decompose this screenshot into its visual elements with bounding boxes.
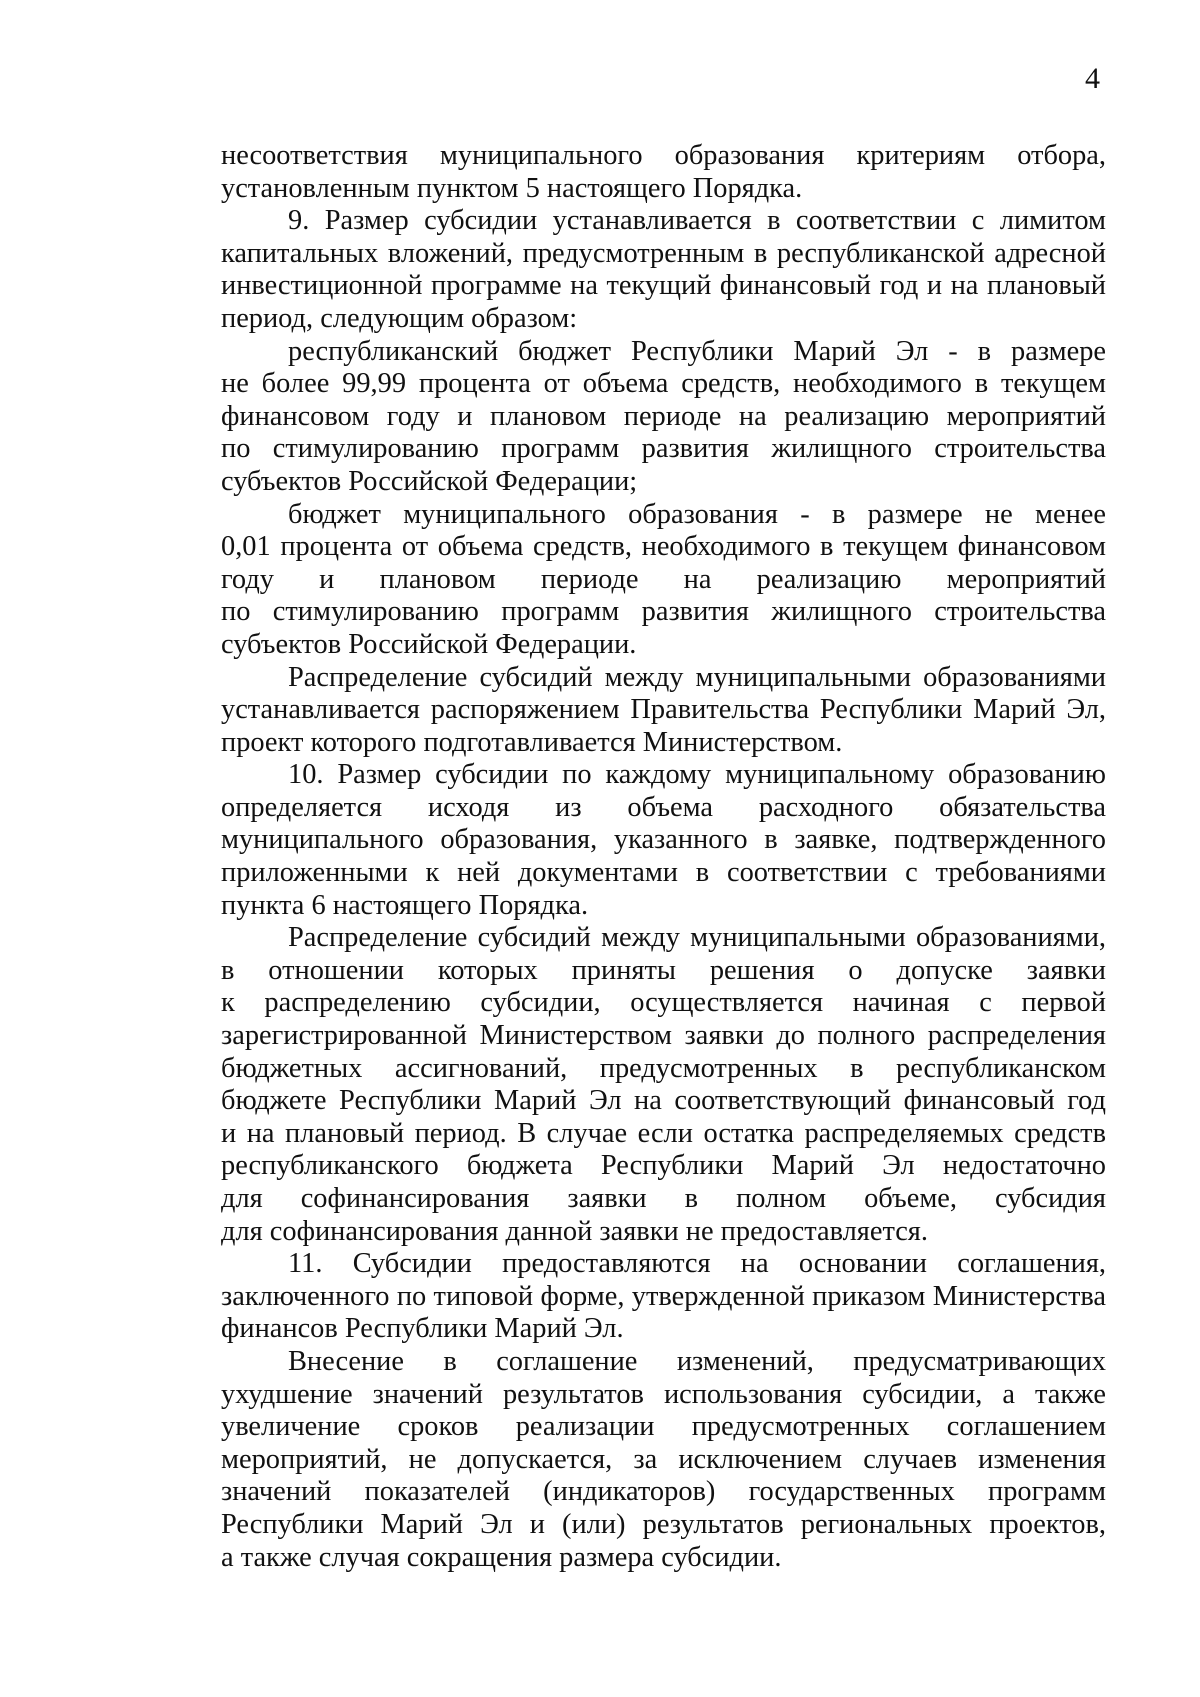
text-line: 10. Размер субсидии по каждому муниципальному образованию	[288, 759, 1106, 791]
text-line: и на плановый период. В случае если остатка распределяемых средств	[221, 1117, 1106, 1149]
text-line: 11. Субсидии предоставляются на основании соглашения,	[288, 1248, 1106, 1280]
paragraph-item-11	[221, 1248, 1106, 1346]
text-line: для софинансирования заявки в полном объеме, субсидия	[221, 1183, 1106, 1214]
text-line: приложенными к ней документами в соответствии с требованиями	[221, 857, 1106, 889]
text-line: мероприятий, не допускается, за исключением случаев изменения	[221, 1443, 1106, 1475]
text-line: значений показателей (индикаторов) государственных программ	[221, 1476, 1106, 1508]
text-line: 9. Размер субсидии устанавливается в соответствии с лимитом	[288, 205, 1106, 237]
text-line: не более 99,99 процента от объема средств, необходимого в текущем	[221, 368, 1106, 400]
text-line: ухудшение значений результатов использования субсидии, а также	[221, 1378, 1106, 1410]
text-line: заключенного по типовой форме, утвержденной приказом Министерства	[221, 1280, 1106, 1312]
paragraph-distribution-procedure	[221, 922, 1106, 1248]
text-line: бюджете Республики Марий Эл на соответствующий финансовый год	[221, 1085, 1106, 1117]
text-line: бюджетных ассигнований, предусмотренных в республиканском	[221, 1052, 1106, 1084]
text-line: бюджет муниципального образования - в размере не менее	[288, 498, 1106, 530]
paragraph-municipal-budget	[221, 499, 1106, 662]
text-line: для софинансирования данной заявки не предоставляется.	[221, 1215, 928, 1247]
text-line: республиканского бюджета Республики Марий Эл недостаточно	[221, 1150, 1106, 1182]
paragraph-agreement-changes	[221, 1346, 1106, 1574]
document-body	[221, 140, 1106, 1574]
text-line: зарегистрированной Министерством заявки до полного распределения	[221, 1020, 1106, 1052]
text-line: несоответствия муниципального образования критериям отбора,	[221, 140, 1106, 171]
paragraph-item-10	[221, 759, 1106, 922]
text-line: капитальных вложений, предусмотренным в республиканской адресной	[221, 237, 1106, 269]
text-line: Распределение субсидий между муниципальными образованиями,	[288, 922, 1106, 954]
paragraph-criteria-mismatch	[221, 140, 1106, 205]
text-line: Внесение в соглашение изменений, предусматривающих	[288, 1345, 1106, 1377]
text-line: по стимулированию программ развития жилищного строительства	[221, 596, 1106, 628]
text-line: финансовом году и плановом периоде на реализацию мероприятий	[221, 400, 1106, 432]
text-line: к распределению субсидии, осуществляется начиная с первой	[221, 987, 1106, 1019]
text-line: финансов Республики Марий Эл.	[221, 1313, 624, 1345]
page-number: 4	[1085, 62, 1100, 95]
paragraph-republican-budget	[221, 336, 1106, 499]
text-line: проект которого подготавливается Министерством.	[221, 726, 843, 758]
text-line: увеличение сроков реализации предусмотренных соглашением	[221, 1411, 1106, 1443]
text-line: 0,01 процента от объема средств, необходимого в текущем финансовом	[221, 531, 1106, 563]
text-line: году и плановом периоде на реализацию мероприятий	[221, 563, 1106, 595]
text-line: а также случая сокращения размера субсидии.	[221, 1541, 782, 1573]
text-line: субъектов Российской Федерации.	[221, 628, 637, 660]
text-line: республиканский бюджет Республики Марий Эл - в размере	[288, 335, 1106, 367]
text-line: установленным пунктом 5 настоящего Порядка.	[221, 172, 803, 204]
text-line: муниципального образования, указанного в заявке, подтвержденного	[221, 824, 1106, 856]
paragraph-distribution-order	[221, 662, 1106, 760]
text-line: Республики Марий Эл и (или) результатов региональных проектов,	[221, 1508, 1106, 1540]
text-line: субъектов Российской Федерации;	[221, 465, 638, 497]
text-line: пункта 6 настоящего Порядка.	[221, 889, 589, 921]
text-line: по стимулированию программ развития жилищного строительства	[221, 433, 1106, 465]
text-line: Распределение субсидий между муниципальными образованиями	[288, 661, 1106, 693]
text-line: определяется исходя из объема расходного обязательства	[221, 791, 1106, 823]
text-line: в отношении которых приняты решения о допуске заявки	[221, 954, 1106, 986]
paragraph-item-9	[221, 205, 1106, 335]
text-line: устанавливается распоряжением Правительства Республики Марий Эл,	[221, 694, 1106, 726]
text-line: инвестиционной программе на текущий финансовый год и на плановый	[221, 270, 1106, 302]
text-line: период, следующим образом:	[221, 302, 578, 334]
